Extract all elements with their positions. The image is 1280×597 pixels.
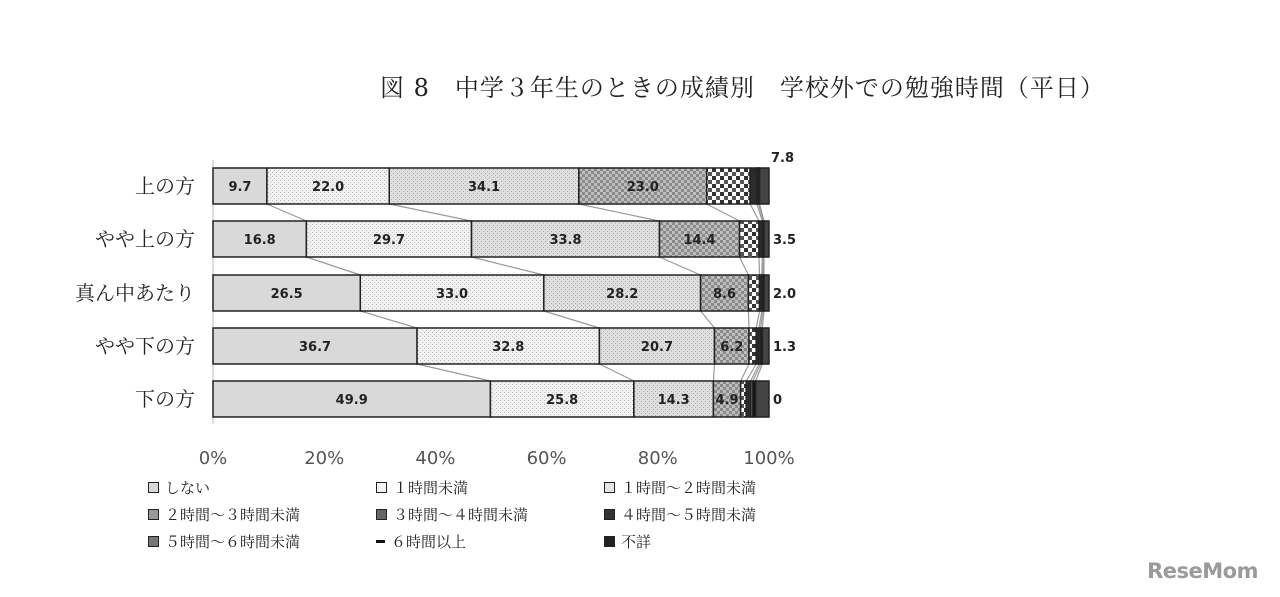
series-connector — [472, 257, 544, 275]
bar-segment — [749, 328, 756, 364]
series-connector — [713, 364, 714, 381]
outside-data-label: 0 — [773, 393, 783, 408]
data-label: 4.9 — [715, 393, 739, 408]
legend-label: ２時間～３時間未満 — [165, 505, 301, 524]
series-connector — [544, 311, 600, 328]
data-label: 20.7 — [640, 340, 674, 355]
legend-swatch — [376, 482, 387, 493]
outside-data-label: 3.5 — [773, 233, 797, 248]
bar-segment — [764, 221, 769, 257]
x-tick-label: 20% — [304, 448, 345, 469]
bar-segment — [748, 275, 759, 311]
series-connector — [763, 257, 764, 275]
bar-segment — [750, 168, 757, 204]
data-label: 36.7 — [298, 340, 332, 355]
outside-data-label: 1.3 — [773, 340, 797, 355]
data-label: 6.2 — [720, 340, 744, 355]
legend-item — [148, 476, 376, 498]
bar-segment — [740, 221, 759, 257]
data-label: 34.1 — [468, 180, 501, 195]
data-label: 33.8 — [549, 233, 582, 248]
legend-swatch — [604, 482, 615, 493]
legend-label: ４時間～５時間未満 — [621, 505, 757, 524]
legend-item — [376, 530, 604, 552]
series-connector — [599, 364, 633, 381]
legend-item — [148, 530, 376, 552]
bar-segment — [764, 275, 769, 311]
x-tick-label: 60% — [526, 448, 567, 469]
data-label: 8.6 — [713, 287, 737, 302]
legend-swatch — [376, 540, 385, 543]
category-label: やや上の方 — [95, 227, 195, 251]
series-connector — [267, 204, 306, 221]
data-label: 28.2 — [606, 287, 639, 302]
legend-label: ３時間～４時間未満 — [393, 505, 529, 524]
data-label: 25.8 — [546, 393, 579, 408]
legend-label: ５時間～６時間未満 — [165, 532, 301, 551]
data-label: 9.7 — [228, 180, 252, 195]
x-tick-label: 0% — [198, 448, 228, 469]
data-label: 33.0 — [436, 287, 469, 302]
outside-data-label: 7.8 — [771, 151, 795, 166]
legend-item — [148, 503, 376, 525]
legend-label: 不詳 — [621, 532, 652, 551]
outside-data-label: 2.0 — [773, 287, 797, 302]
legend-item — [376, 503, 604, 525]
x-tick-label: 100% — [743, 448, 795, 469]
series-connector — [759, 257, 760, 275]
data-label: 16.8 — [243, 233, 276, 248]
data-label: 26.5 — [270, 287, 303, 302]
category-label: やや下の方 — [95, 334, 195, 358]
resemom-logo: ReseMom — [1147, 559, 1258, 583]
series-connector — [740, 257, 749, 275]
x-tick-label: 80% — [637, 448, 678, 469]
bar-segment — [741, 381, 747, 417]
category-label: 真ん中あたり — [75, 281, 195, 305]
legend-item — [604, 476, 832, 498]
legend-swatch — [148, 536, 159, 547]
legend-swatch — [148, 509, 159, 520]
series-connector — [417, 364, 490, 381]
legend-label: しない — [165, 478, 211, 497]
legend-swatch — [604, 509, 615, 520]
data-label: 49.9 — [335, 393, 368, 408]
series-connector — [306, 257, 360, 275]
series-connector — [360, 311, 417, 328]
data-label: 23.0 — [626, 180, 659, 195]
data-label: 14.4 — [683, 233, 716, 248]
data-label: 29.7 — [372, 233, 406, 248]
series-connector — [579, 204, 660, 221]
data-label: 32.8 — [492, 340, 525, 355]
bar-segment — [756, 381, 769, 417]
category-label: 下の方 — [135, 387, 195, 411]
data-label: 14.3 — [657, 393, 690, 408]
series-connector — [707, 204, 740, 221]
legend-item — [376, 476, 604, 498]
series-connector — [748, 311, 749, 328]
bar-segment — [760, 168, 769, 204]
chart-legend — [148, 476, 848, 552]
legend-item — [604, 503, 832, 525]
legend-label: １時間～２時間未満 — [621, 478, 757, 497]
data-label: 22.0 — [312, 180, 345, 195]
bar-segment — [762, 328, 769, 364]
legend-swatch — [148, 482, 159, 493]
legend-label: ６時間以上 — [391, 532, 467, 551]
series-connector — [389, 204, 471, 221]
series-connector — [762, 257, 763, 275]
legend-item — [604, 530, 832, 552]
chart-title: 図 8 中学３年生のときの成績別 学校外での勉強時間（平日） — [380, 74, 1105, 102]
legend-label: １時間未満 — [393, 478, 469, 497]
legend-swatch — [376, 509, 387, 520]
series-connector — [701, 311, 715, 328]
bar-segment — [707, 168, 750, 204]
x-tick-label: 40% — [415, 448, 456, 469]
series-connector — [659, 257, 700, 275]
category-label: 上の方 — [135, 174, 195, 198]
legend-swatch — [604, 536, 615, 547]
